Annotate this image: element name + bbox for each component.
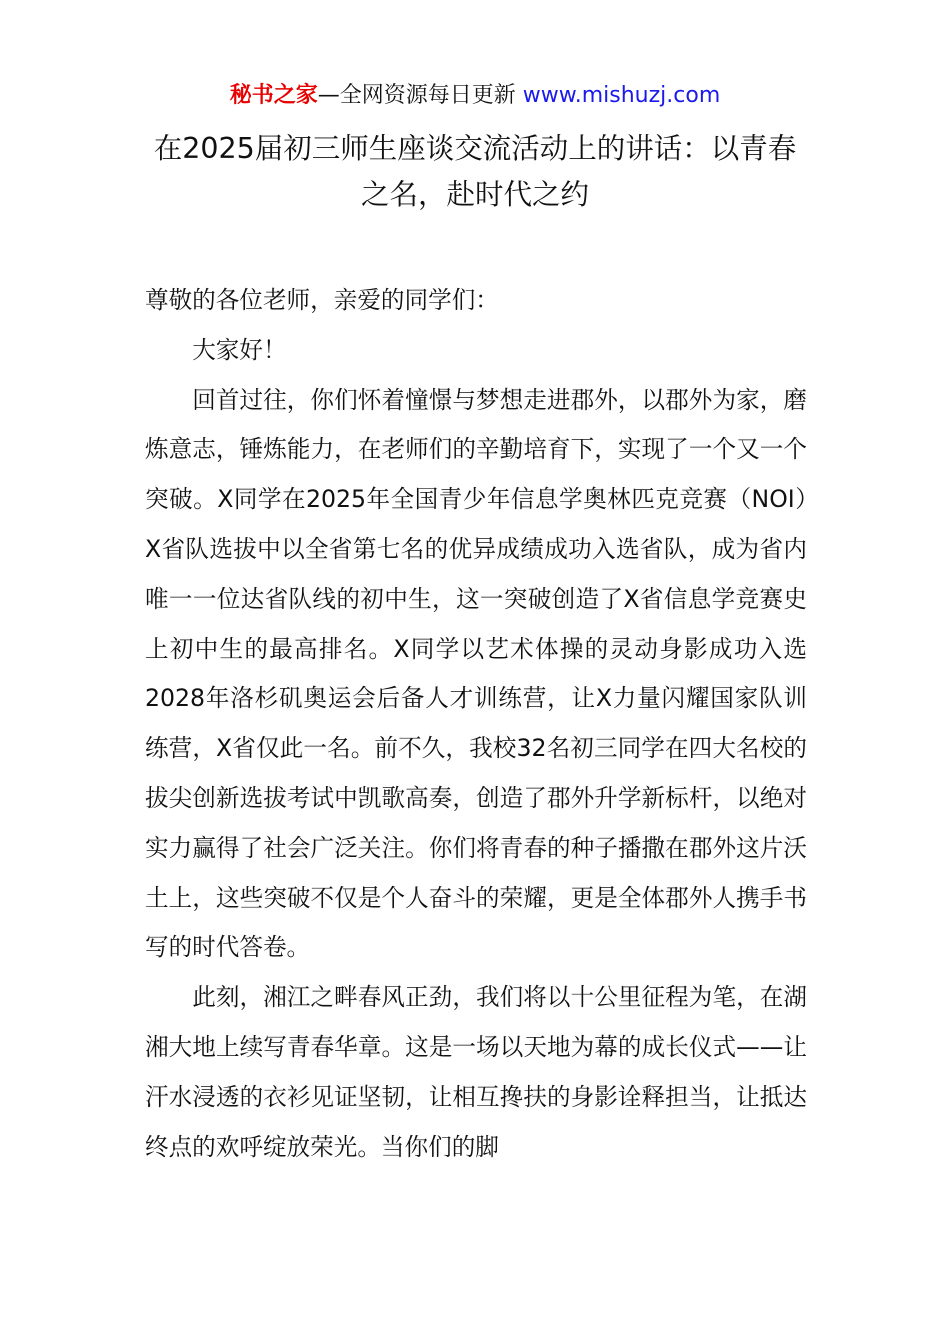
salutation: 尊敬的各位老师，亲爱的同学们： [145,286,499,314]
brand-name: 秘书之家 [229,83,318,108]
paragraph-greeting: 大家好！ [192,335,287,364]
document-title: 在2025届初三师生座谈交流活动上的讲话：以青春之名，赴时代之约 [153,132,797,211]
site-url-link[interactable]: www.mishuzj.com [522,83,721,108]
document-body [145,276,807,1172]
site-tagline: —全网资源每日更新 [317,83,516,108]
site-header [0,80,950,112]
paragraph-achievements: 回首过往，你们怀着憧憬与梦想走进郡外，以郡外为家，磨炼意志，锤炼能力，在老师们的辛勤培育下，实现了一个又一个突破。X同学在2025年全国青少年信息学奥林匹克竞赛（NOI）X省队选拔中以全省第七名的优异成绩成功入选省队，成为省内唯一一位达省队线的初中生，这一突破创造了X省信息学竞赛史上初中生的最高排名。X同学以艺术体操的灵动身影成功入选2028年洛杉矶奥运会后备人才训练营，让X力量闪耀国家队训练营，X省仅此一名。前不久，我校32名初三同学在四大名校的拔尖创新选拔考试中凯歌高奏，创造了郡外升学新标杆，以绝对实力赢得了社会广泛关注。你们将青春的种子播撒在郡外这片沃土上，这些突破不仅是个人奋斗的荣耀，更是全体郡外人携手书写的时代答卷。 [145,385,807,962]
paragraph-journey: 此刻，湘江之畔春风正劲，我们将以十公里征程为笔，在湖湘大地上续写青春华章。这是一场以天地为幕的成长仪式——让汗水浸透的衣衫见证坚韧，让相互搀扶的身影诠释担当，让抵达终点的欢呼绽放荣光。当你们的脚 [145,983,807,1161]
